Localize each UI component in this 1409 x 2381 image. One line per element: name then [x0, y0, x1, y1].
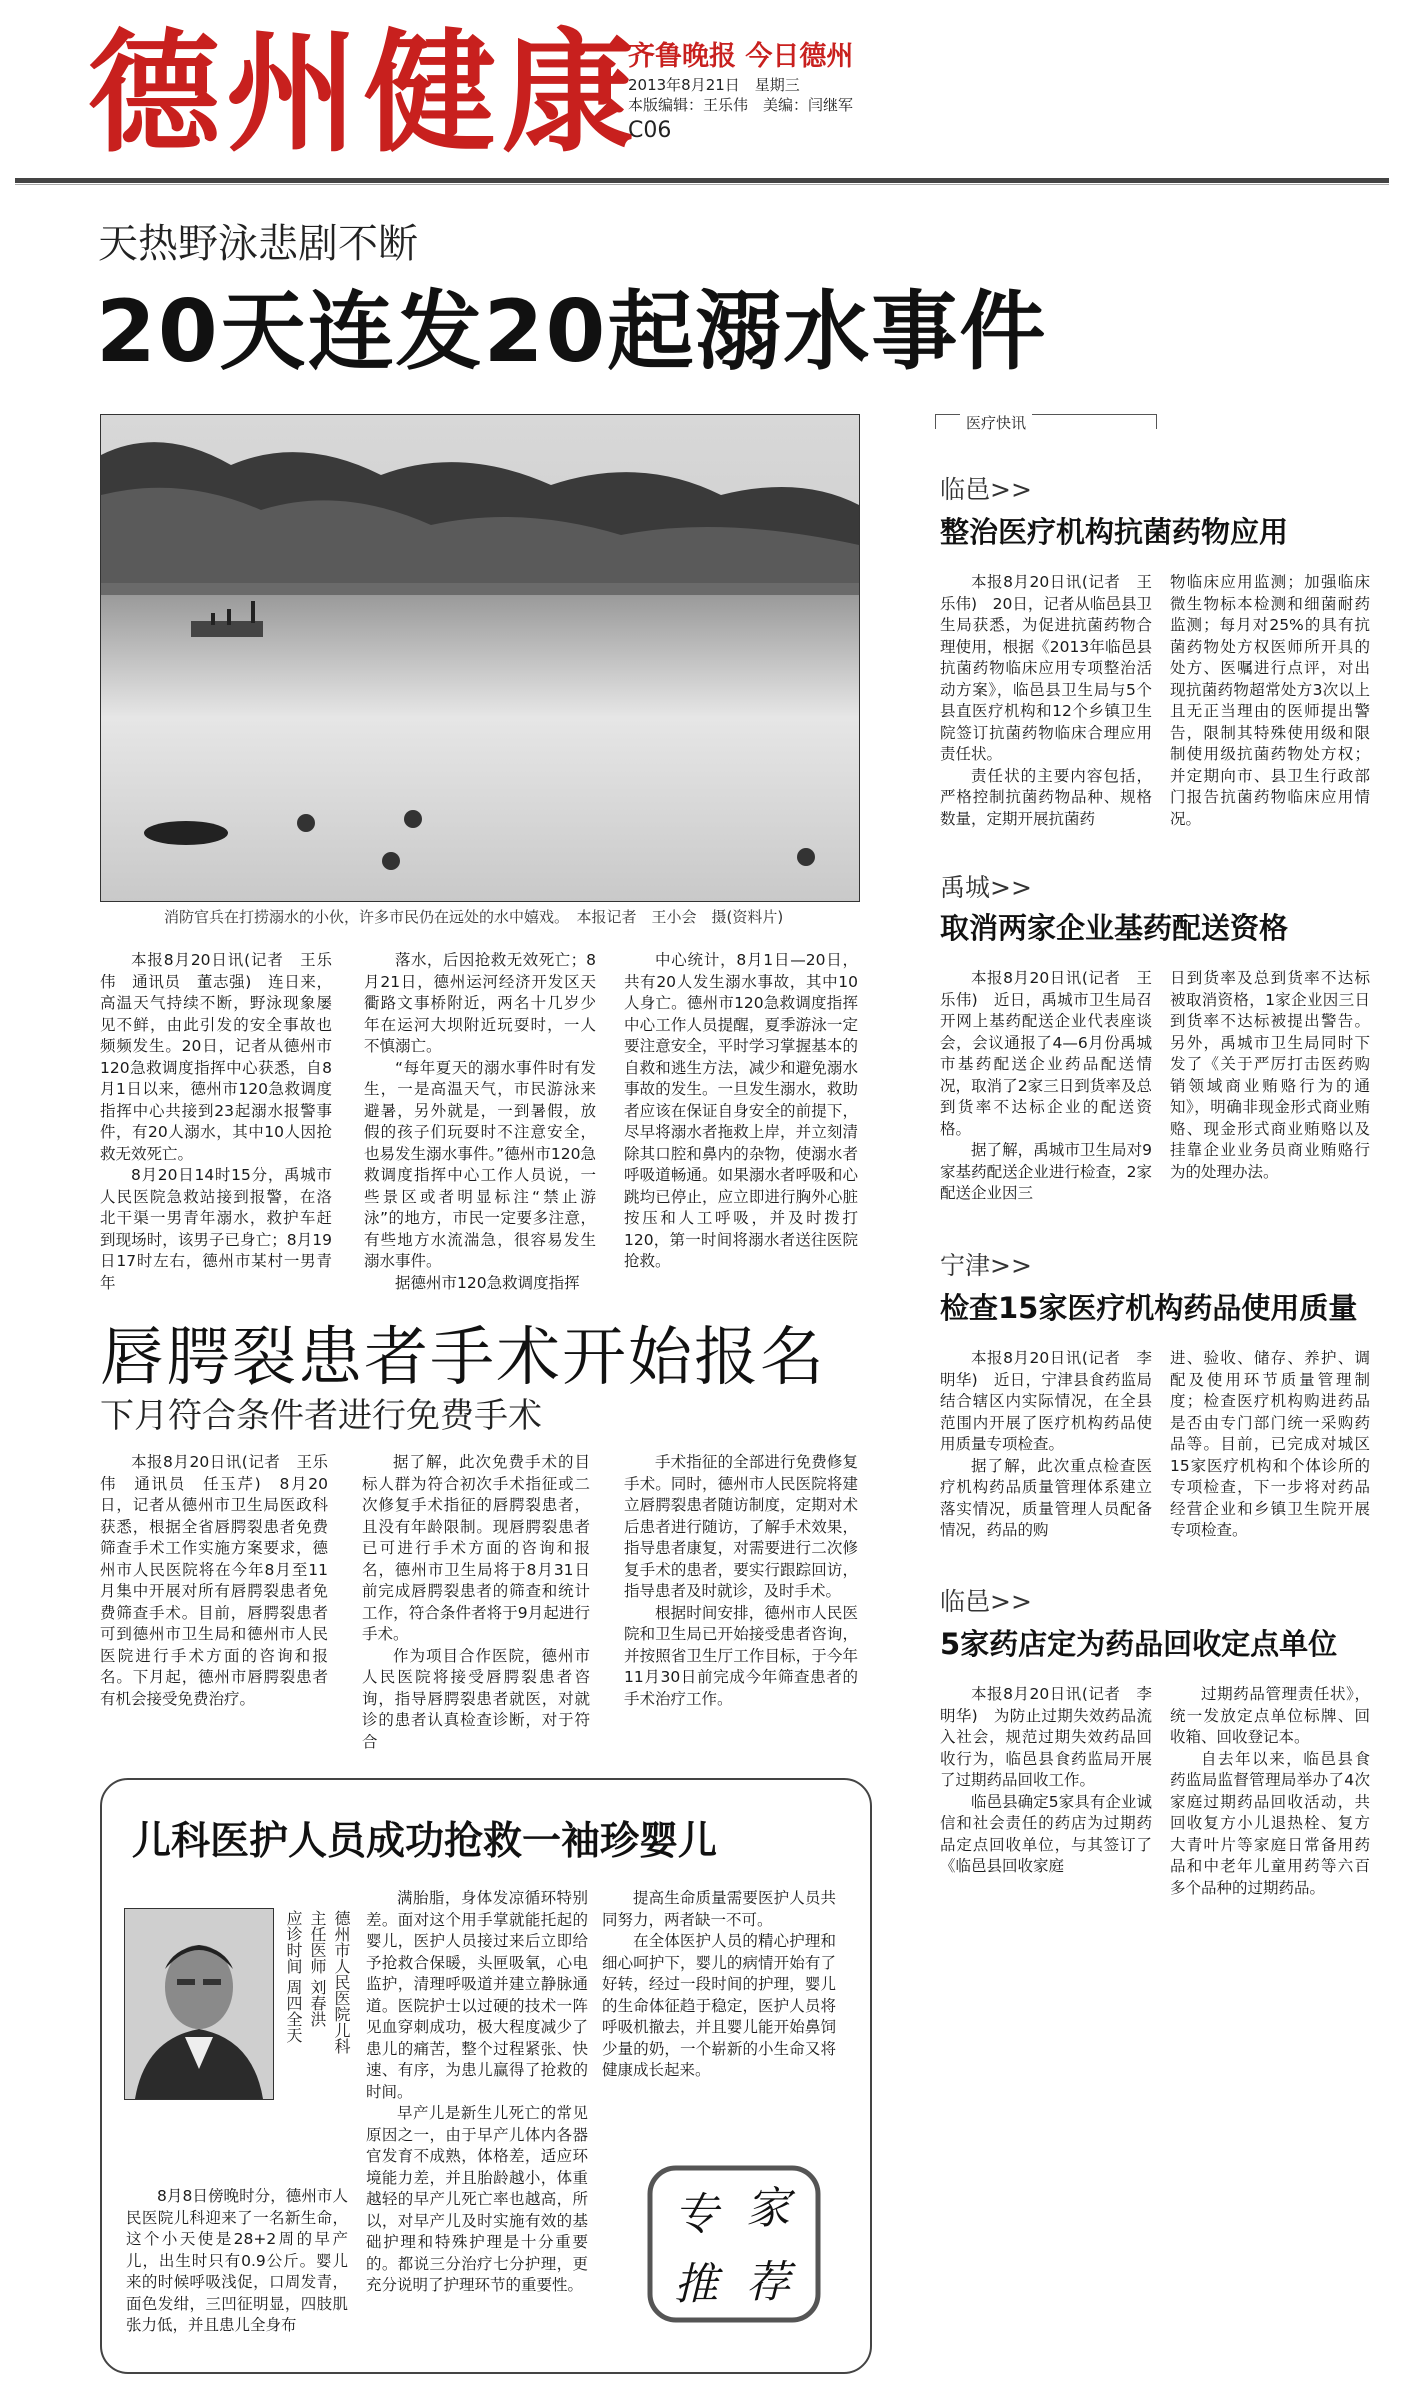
brief-4-column-1: 本报8月20日讯(记者 李明华) 为防止过期失效药品流入社会，规范过期失效药品回收行为，临邑县食药监局开展了过期药品回收工作。 临邑县确定5家具有企业诚信和社会责任的药店为过期药品定点回收单位，与其签订了《临邑县回收家庭 — [940, 1685, 1152, 1875]
lead-photo — [100, 414, 860, 902]
stamp-char-1: 专 — [674, 2189, 718, 2240]
section-label: 医疗快讯 — [960, 412, 1032, 433]
cleft-subhead: 下月符合条件者进行免费手术 — [100, 1396, 542, 1436]
masthead-title: 德州健康 — [88, 16, 640, 171]
lead-kicker: 天热野泳悲剧不断 — [98, 221, 418, 267]
section-header — [935, 414, 1157, 432]
stamp-char-2: 家 — [746, 2183, 790, 2234]
brief-3-column-2: 进、验收、储存、养护、调配及使用环节质量管理制度；检查医疗机构购进药品是否由专门部门统一采购药品等。目前，已完成对城区15家医疗机构和个体诊所的专项检查，下一步将对药品经营企业和乡镇卫生院开展专项检查。 — [1170, 1349, 1370, 1539]
cleft-column-2: 据了解，此次免费手术的目标人群为符合初次手术指征或二次修复手术指征的唇腭裂患者，且没有年龄限制。现唇腭裂患者已可进行手术方面的咨询和报名，德州市卫生局将于8月31日前完成唇腭裂患者的筛查和统计工作，符合条件者将于9月起进行手术。 作为项目合作医院，德州市人民医院将接受唇腭裂患者咨询，指导唇腭裂患者就医，对就诊的患者认真检查诊断，对于符合 — [362, 1453, 590, 1751]
cleft-column-1: 本报8月20日讯(记者 王乐伟 通讯员 任玉芹) 8月20日，记者从德州市卫生局医政科获悉，根据全省唇腭裂患者免费筛查手术工作实施方案要求，德州市人民医院将在今年8月至11月集中开展对所有唇腭裂患者免费筛查手术。目前，唇腭裂患者可到德州市卫生局和德州市人民医院进行手术方面的咨询和报名。下月起，德州市唇腭裂患者有机会接受免费治疗。 — [100, 1453, 328, 1708]
brief-4-column-2: 过期药品管理责任状》，统一发放定点单位标牌、回收箱、回收登记本。 自去年以来，临邑县食药监局监督管理局举办了4次家庭过期药品回收活动，共回收复方小儿退热栓、复方大青叶片等家庭日常备用药品和中老年儿童用药等六百多个品种的过期药品。 — [1170, 1685, 1370, 1897]
pediatric-column-2: 满胎脂，身体发凉循环特别差。面对这个用手掌就能托起的婴儿，医护人员接过来后立即给予抢救合保暖，头匣吸氧，心电监护，清理呼吸道并建立静脉通道。医院护士以过硬的技术一阵见血穿刺成功，极大程度减少了患儿的痛苦，整个过程紧张、快速、有序，为患儿赢得了抢救的时间。 早产儿是新生儿死亡的常见原因之一，由于早产儿体内各器官发育不成熟，体格差，适应环境能力差，并且胎龄越小，体重越轻的早产儿死亡率也越高，所以，对早产儿及时实施有效的基础护理和特殊护理是十分重要的。都说三分治疗七分护理，更充分说明了护理环节的重要性。 — [366, 1889, 588, 2294]
doctor-title: 主任医师 刘春洪 — [308, 1910, 327, 2028]
lead-column-3: 中心统计，8月1日—20日，共有20人发生溺水事故，其中10人身亡。德州市120急救调度指挥中心工作人员提醒，夏季游泳一定要注意安全，平时学习掌握基本的自救和逃生方法，减少和避免溺水事故的发生。一旦发生溺水，救助者应该在保证自身安全的前提下，尽早将溺水者拖救上岸，并立刻清除其口腔和鼻内的杂物，使溺水者呼吸道畅通。如果溺水者呼吸和心跳均已停止，应立即进行胸外心脏按压和人工呼吸，并及时拨打120，第一时间将溺水者送往医院抢救。 — [624, 951, 858, 1270]
brand-logo: 齐鲁晚报 今日德州 — [628, 41, 854, 72]
cleft-headline: 唇腭裂患者手术开始报名 — [100, 1321, 826, 1395]
lead-column-1: 本报8月20日讯(记者 王乐伟 通讯员 董志强) 连日来，高温天气持续不断，野泳现象屡见不鲜，由此引发的安全事故也频频发生。20日，记者从德州市120急救调度指挥中心获悉，自8月1日以来，德州市120急救调度指挥中心共接到23起溺水报警事件，有20人溺水，其中10人因抢救无效死亡。 8月20日14时15分，禹城市人民医院急救站接到报警，在洛北干渠一男青年溺水，救护车赶到现场时，该男子已身亡；8月19日17时左右，德州市某村一男青年 — [100, 951, 332, 1292]
brief-2-title: 取消两家企业基药配送资格 — [940, 911, 1289, 945]
masthead-rule-thin — [15, 184, 1389, 185]
brief-3-title: 检查15家医疗机构药品使用质量 — [940, 1291, 1358, 1325]
lead-photo-caption: 消防官兵在打捞溺水的小伙，许多市民仍在远处的水中嬉戏。 本报记者 王小会 摄(资料片) — [164, 908, 784, 926]
brief-1-location: 临邑>> — [940, 475, 1032, 504]
brief-1-column-1: 本报8月20日讯(记者 王乐伟) 20日，记者从临邑县卫生局获悉，为促进抗菌药物合理使用，根据《2013年临邑县抗菌药物临床应用专项整治活动方案》，临邑县卫生局与5个县直医疗机构和12个乡镇卫生院签订抗菌药物临床合理应用责任状。 责任状的主要内容包括，严格控制抗菌药物品种、规格数量，定期开展抗菌药 — [940, 573, 1152, 828]
brief-4-location: 临邑>> — [940, 1587, 1032, 1616]
doctor-portrait-graphic — [125, 1909, 273, 2099]
doctor-hospital: 德州市人民医院儿科 — [332, 1910, 351, 2054]
doctor-portrait — [124, 1908, 274, 2100]
stamp-char-4: 荐 — [746, 2257, 790, 2308]
pediatric-headline: 儿科医护人员成功抢救一袖珍婴儿 — [132, 1819, 718, 1864]
editors-line: 本版编辑：王乐伟 美编：闫继军 — [628, 96, 854, 114]
brief-3-column-1: 本报8月20日讯(记者 李明华) 近日，宁津县食药监局结合辖区内实际情况，在全县范围内开展了医疗机构药品使用质量专项检查。 据了解，此次重点检查医疗机构药品质量管理体系建立落实情况，质量管理人员配备情况，药品的购 — [940, 1349, 1152, 1539]
lead-column-2: 落水，后因抢救无效死亡；8月21日，德州运河经济开发区天衢路文事桥附近，两名十几岁少年在运河大坝附近玩耍时，一人不慎溺亡。 “每年夏天的溺水事件时有发生，一是高温天气，市民游泳来避暑，另外就是，一到暑假，放假的孩子们玩耍时不注意安全，也易发生溺水事件。”德州市120急救调度指挥中心工作人员说，一些景区或者明显标注“禁止游泳”的地方，市民一定要多注意，有些地方水流湍急，很容易发生溺水事件。 据德州市120急救调度指挥 — [364, 951, 596, 1292]
pediatric-intro: 8月8日傍晚时分，德州市人民医院儿科迎来了一名新生命，这个小天使是28+2周的早产儿，出生时只有0.9公斤。婴儿来的时候呼吸浅促，口周发青，面色发绀，三凹征明显，四肢肌张力低，并且患儿全身布 — [126, 2187, 348, 2334]
brief-4-title: 5家药店定为药品回收定点单位 — [940, 1627, 1338, 1661]
brief-2-column-2: 日到货率及总到货率不达标被取消资格，1家企业因三日到货率不达标被提出警告。另外，禹城市卫生局同时下发了《关于严厉打击医药购销领域商业贿赂行为的通知》，明确非现金形式商业贿赂、现金形式商业贿赂以及挂靠企业业务员商业贿赂行为的处理办法。 — [1170, 969, 1370, 1181]
cleft-column-3: 手术指征的全部进行免费修复手术。同时，德州市人民医院将建立唇腭裂患者随访制度，定期对术后患者进行随访，了解手术效果，指导患者康复，对需要进行二次修复手术的患者，要实行跟踪回访，指导患者及时就诊，及时手术。 根据时间安排，德州市人民医院和卫生局已开始接受患者咨询，并按照省卫生厅工作目标，于今年11月30日前完成今年筛查患者的手术治疗工作。 — [624, 1453, 858, 1708]
stamp-border — [646, 2164, 822, 2324]
page-number: C06 — [628, 118, 672, 143]
pediatric-column-3: 提高生命质量需要医护人员共同努力，两者缺一不可。 在全体医护人员的精心护理和细心呵护下，婴儿的病情开始有了好转，经过一段时间的护理，婴儿的生命体征趋于稳定，医护人员将呼吸机撤去，并且婴儿能开始鼻饲少量的奶，一个崭新的小生命又将健康成长起来。 — [602, 1889, 836, 2079]
masthead-rule — [15, 178, 1389, 183]
brief-2-column-1: 本报8月20日讯(记者 王乐伟) 近日，禹城市卫生局召开网上基药配送企业代表座谈会，会议通报了4—6月份禹城市基药配送企业药品配送情况，取消了2家三日到货率及总到货率不达标企业的配送资格。 据了解，禹城市卫生局对9家基药配送企业进行检查，2家配送企业因三 — [940, 969, 1152, 1202]
brief-3-location: 宁津>> — [940, 1251, 1032, 1280]
issue-date: 2013年8月21日 星期三 — [628, 76, 800, 94]
brief-1-column-2: 物临床应用监测；加强临床微生物标本检测和细菌耐药监测；每月对25%的具有抗菌药物处方权医师所开具的处方、医嘱进行点评，对出现抗菌药物超常处方3次以上且无正当理由的医师提出警告，限制其特殊使用级和限制使用级抗菌药物处方权；并定期向市、县卫生行政部门报告抗菌药物临床应用情况。 — [1170, 573, 1370, 828]
expert-recommend-stamp — [646, 2164, 822, 2324]
stamp-char-3: 推 — [674, 2259, 718, 2310]
lead-headline: 20天连发20起溺水事件 — [96, 282, 1048, 382]
brief-1-title: 整治医疗机构抗菌药物应用 — [940, 515, 1289, 549]
doctor-hours: 应诊时间 周四全天 — [284, 1910, 303, 2044]
lake-photo-graphic — [101, 415, 859, 901]
brief-2-location: 禹城>> — [940, 873, 1032, 902]
